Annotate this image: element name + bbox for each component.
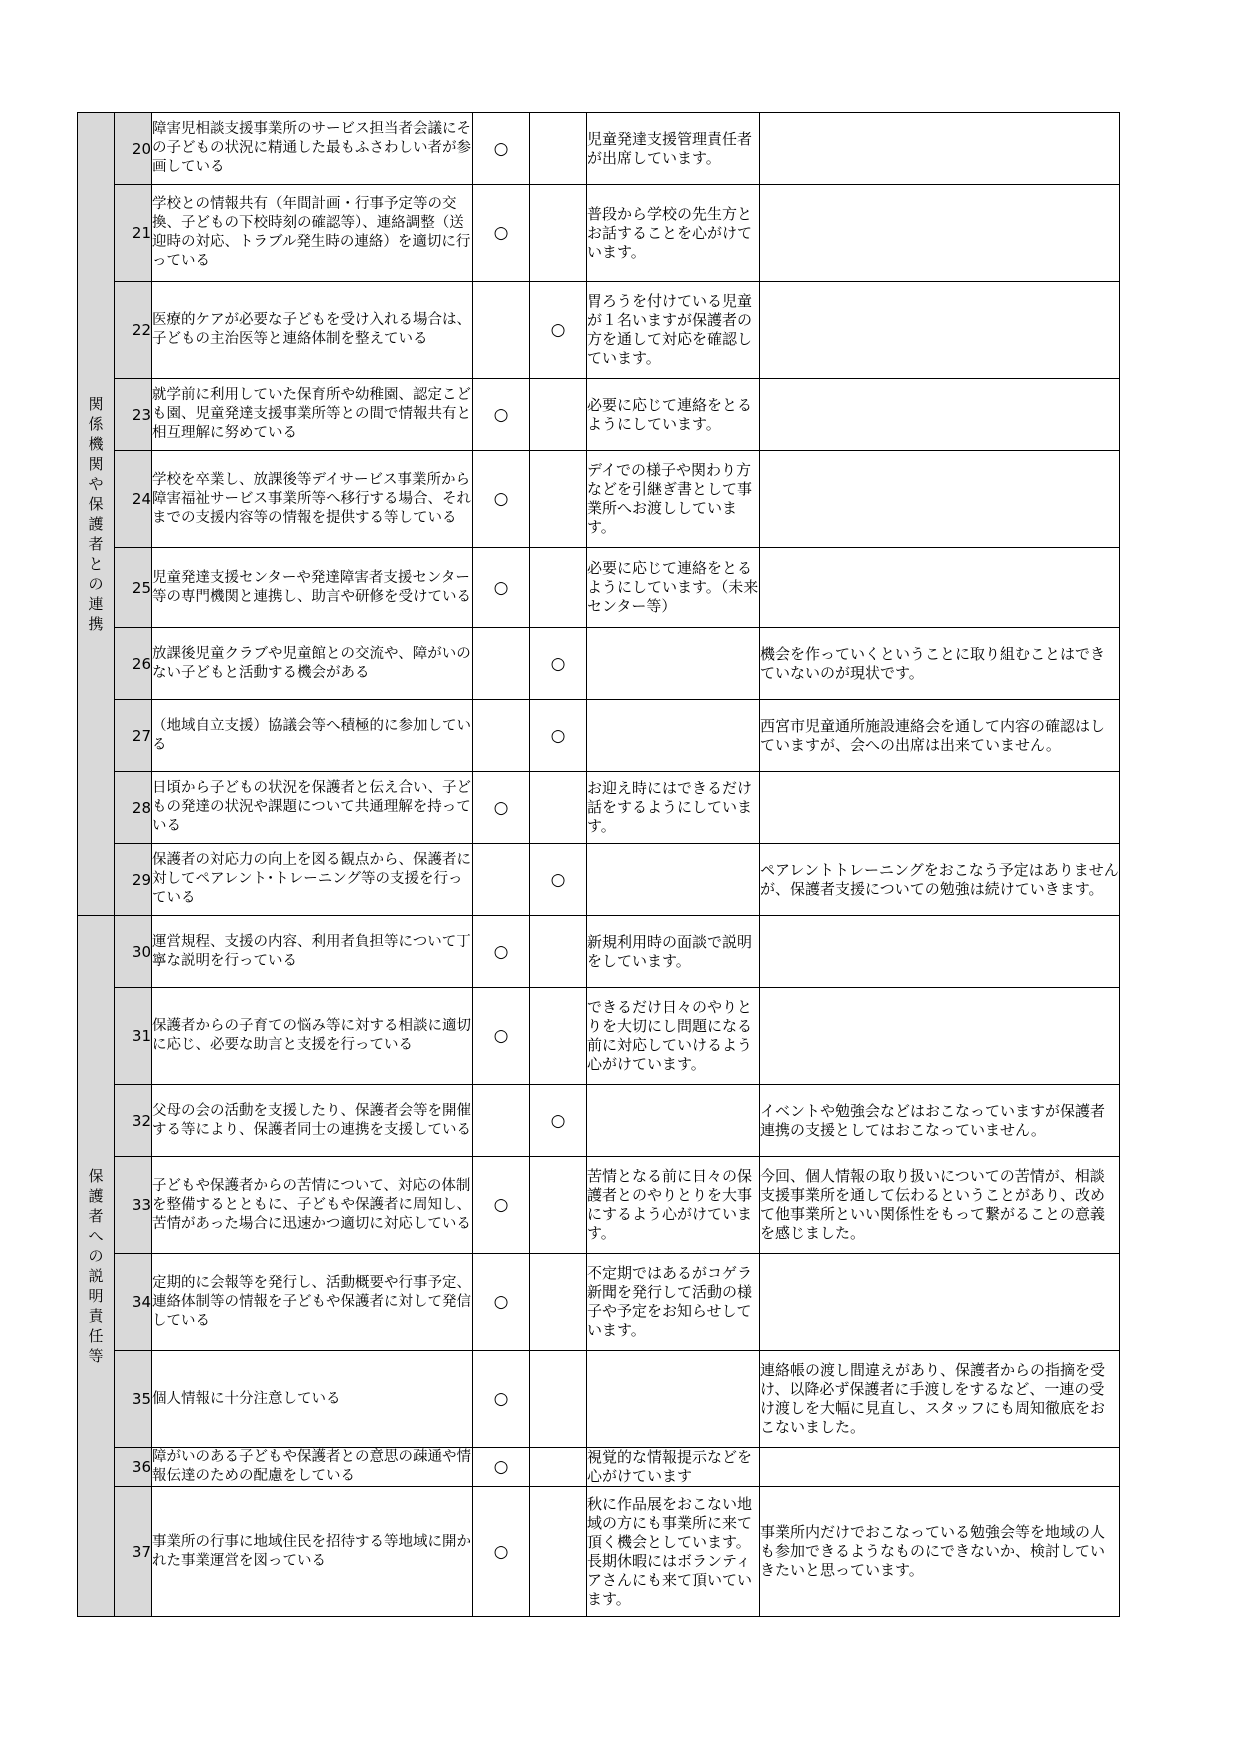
improvement-comment <box>760 772 1120 844</box>
yes-mark-text: ○ <box>493 1457 509 1477</box>
no-mark <box>530 1085 587 1157</box>
no-mark-text: ○ <box>550 869 566 890</box>
item-number <box>115 916 152 988</box>
improvement-comment <box>760 282 1120 379</box>
staff-note <box>587 916 760 988</box>
item-number-text: 34 <box>131 1293 151 1311</box>
no-mark <box>530 548 587 628</box>
item-text-text: 保護者の対応力の向上を図る観点から、保護者に対してペアレント･トレーニング等の支援を行っている <box>152 852 471 906</box>
item-text <box>152 451 473 548</box>
improvement-comment-text: 今回、個人情報の取り扱いについての苦情が、相談支援事業所を通して伝わるということがあり、改めて他事業所といい関係性をもって繋がることの意義を感じました。 <box>760 1167 1106 1242</box>
no-mark <box>530 185 587 282</box>
staff-note-text: 秋に作品展をおこない地域の方にも事業所に来て頂く機会としています。長期休暇にはボランティアさんにも来て頂いています。 <box>587 1494 753 1608</box>
item-number <box>115 185 152 282</box>
table-row <box>78 379 1120 451</box>
item-text-text: 運営規程、支援の内容、利用者負担等について丁寧な説明を行っている <box>152 933 471 969</box>
item-text-text: 医療的ケアが必要な子どもを受け入れる場合は、子どもの主治医等と連絡体制を整えている <box>152 312 471 347</box>
no-mark-text: ○ <box>550 725 566 746</box>
category-cell-liaison <box>78 113 115 916</box>
yes-mark-text: ○ <box>493 138 509 159</box>
item-number <box>115 113 152 185</box>
item-number <box>115 628 152 700</box>
staff-note <box>587 628 760 700</box>
improvement-comment-text: 事業所内だけでおこなっている勉強会等を地域の人も参加できるようなものにできないか、検討していきたいと思っています。 <box>760 1523 1106 1579</box>
item-text <box>152 379 473 451</box>
item-number <box>115 844 152 916</box>
staff-note <box>587 379 760 451</box>
yes-mark-text: ○ <box>493 1026 509 1046</box>
item-number <box>115 700 152 772</box>
staff-note-text: デイでの様子や関わり方などを引継ぎ書として事業所へお渡ししています。 <box>587 461 753 536</box>
table-row <box>78 548 1120 628</box>
staff-note <box>587 844 760 916</box>
no-mark <box>530 700 587 772</box>
item-number <box>115 379 152 451</box>
staff-note-text: 児童発達支援管理責任者が出席しています。 <box>587 129 753 167</box>
yes-mark <box>473 282 530 379</box>
staff-note-text: 普段から学校の先生方とお話することを心がけています。 <box>587 204 753 261</box>
yes-mark <box>473 988 530 1085</box>
item-text <box>152 628 473 700</box>
staff-note-text: 必要に応じて連絡をとるようにしています。（未来センター等） <box>587 559 759 615</box>
yes-mark-text: ○ <box>493 1195 509 1215</box>
yes-mark-text: ○ <box>493 1541 509 1562</box>
yes-mark <box>473 451 530 548</box>
category-cell-accountability <box>78 916 115 1617</box>
item-number-text: 36 <box>131 1458 151 1476</box>
item-text-text: 保護者からの子育ての悩み等に対する相談に適切に応じ、必要な助言と支援を行っている <box>152 1018 471 1053</box>
staff-note <box>587 772 760 844</box>
item-number-text: 27 <box>131 726 151 745</box>
item-text-text: 学校との情報共有（年間計画・行事予定等の交換、子どもの下校時刻の確認等）、連絡調整（送迎時の対応、トラブル発生時の連絡）を適切に行っている <box>152 196 471 269</box>
item-text-text: 障がいのある子どもや保護者との意思の疎通や情報伝達のための配慮をしている <box>152 1449 471 1484</box>
table-row <box>78 628 1120 700</box>
item-text-text: 定期的に会報等を発行し、活動概要や行事予定、連絡体制等の情報を子どもや保護者に対して発信している <box>152 1274 471 1329</box>
no-mark <box>530 628 587 700</box>
staff-note <box>587 1254 760 1351</box>
item-text <box>152 916 473 988</box>
yes-mark <box>473 1448 530 1487</box>
yes-mark <box>473 379 530 451</box>
item-text-text: 事業所の行事に地域住民を招待する等地域に開かれた事業運営を図っている <box>152 1533 471 1569</box>
table-row <box>78 772 1120 844</box>
no-mark <box>530 1448 587 1487</box>
no-mark <box>530 1487 587 1617</box>
yes-mark-text: ○ <box>493 941 509 962</box>
yes-mark-text: ○ <box>493 404 509 425</box>
table-row <box>78 1351 1120 1448</box>
improvement-comment <box>760 1351 1120 1448</box>
item-number <box>115 772 152 844</box>
item-text <box>152 1085 473 1157</box>
no-mark <box>530 451 587 548</box>
item-text <box>152 185 473 282</box>
item-number-text: 30 <box>131 942 151 961</box>
category-label: 保護者への説明責任等 <box>88 1167 104 1365</box>
staff-note-text: 新規利用時の面談で説明をしています。 <box>587 932 753 970</box>
yes-mark-text: ○ <box>493 577 509 598</box>
table-row <box>78 916 1120 988</box>
staff-note <box>587 113 760 185</box>
item-text <box>152 282 473 379</box>
item-number-text: 24 <box>131 490 151 508</box>
improvement-comment <box>760 113 1120 185</box>
yes-mark <box>473 772 530 844</box>
item-text <box>152 844 473 916</box>
item-text <box>152 1448 473 1487</box>
improvement-comment-text: 西宮市児童通所施設連絡会を通して内容の確認はしていますが、会への出席は出来ていません。 <box>760 716 1106 754</box>
item-number <box>115 1448 152 1487</box>
staff-note <box>587 1085 760 1157</box>
improvement-comment <box>760 185 1120 282</box>
no-mark-text: ○ <box>550 653 566 674</box>
improvement-comment-text: 連絡帳の渡し間違えがあり、保護者からの指摘を受け、以降必ず保護者に手渡しをするなど、一連の受け渡しを大幅に見直し、スタッフにも周知徹底をおこないました。 <box>760 1361 1106 1436</box>
item-number <box>115 1085 152 1157</box>
item-number-text: 28 <box>131 798 151 817</box>
improvement-comment <box>760 1157 1120 1254</box>
yes-mark <box>473 1487 530 1617</box>
table-row <box>78 700 1120 772</box>
table-row <box>78 1448 1120 1487</box>
table-row <box>78 1085 1120 1157</box>
item-number <box>115 1157 152 1254</box>
item-text-text: 個人情報に十分注意している <box>152 1390 341 1407</box>
item-number-text: 35 <box>131 1390 151 1408</box>
item-text <box>152 1254 473 1351</box>
no-mark <box>530 772 587 844</box>
item-number-text: 21 <box>131 224 151 242</box>
improvement-comment-text: ペアレントトレーニングをおこなう予定はありませんが、保護者支援についての勉強は続けていきます。 <box>760 860 1119 898</box>
item-number <box>115 988 152 1085</box>
item-text-text: 障害児相談支援事業所のサービス担当者会議にその子どもの状況に精通した最もふさわしい者が参画している <box>152 121 471 175</box>
table-row <box>78 451 1120 548</box>
no-mark-text: ○ <box>550 320 566 340</box>
no-mark <box>530 113 587 185</box>
item-text <box>152 1487 473 1617</box>
improvement-comment <box>760 700 1120 772</box>
improvement-comment <box>760 1487 1120 1617</box>
improvement-comment <box>760 844 1120 916</box>
table-row <box>78 282 1120 379</box>
no-mark <box>530 1351 587 1448</box>
item-number <box>115 548 152 628</box>
improvement-comment <box>760 1085 1120 1157</box>
item-text <box>152 548 473 628</box>
improvement-comment <box>760 451 1120 548</box>
no-mark <box>530 1254 587 1351</box>
item-text-text: 児童発達支援センターや発達障害者支援センター等の専門機関と連携し、助言や研修を受けている <box>152 569 471 605</box>
yes-mark <box>473 1254 530 1351</box>
item-number <box>115 282 152 379</box>
table-row <box>78 844 1120 916</box>
no-mark <box>530 282 587 379</box>
staff-note <box>587 988 760 1085</box>
staff-note <box>587 1351 760 1448</box>
improvement-comment-text: 機会を作っていくということに取り組むことはできていないのが現状です。 <box>760 644 1106 682</box>
improvement-comment <box>760 1254 1120 1351</box>
item-number-text: 29 <box>131 870 151 889</box>
yes-mark-text: ○ <box>493 1292 509 1312</box>
yes-mark <box>473 1351 530 1448</box>
item-number-text: 20 <box>131 139 151 158</box>
yes-mark <box>473 628 530 700</box>
staff-note <box>587 451 760 548</box>
yes-mark <box>473 1157 530 1254</box>
item-text <box>152 988 473 1085</box>
improvement-comment <box>760 628 1120 700</box>
staff-note-text: お迎え時にはできるだけ話をするようにしています。 <box>587 779 753 835</box>
staff-note-text: 苦情となる前に日々の保護者とのやりとりを大事にするよう心がけています。 <box>587 1167 753 1242</box>
staff-note-text: できるだけ日々のやりとりを大切にし問題になる前に対応していけるよう心がけています。 <box>587 998 753 1073</box>
staff-note <box>587 700 760 772</box>
item-number-text: 33 <box>131 1196 151 1214</box>
table-row <box>78 1157 1120 1254</box>
improvement-comment <box>760 988 1120 1085</box>
staff-note <box>587 1487 760 1617</box>
item-number-text: 31 <box>131 1027 151 1045</box>
item-number <box>115 1487 152 1617</box>
item-text-text: 父母の会の活動を支援したり、保護者会等を開催する等により、保護者同士の連携を支援している <box>152 1102 471 1138</box>
evaluation-table <box>77 112 1120 1617</box>
yes-mark-text: ○ <box>493 489 509 509</box>
yes-mark <box>473 700 530 772</box>
staff-note <box>587 1157 760 1254</box>
yes-mark <box>473 548 530 628</box>
item-text-text: 就学前に利用していた保育所や幼稚園、認定こども園、児童発達支援事業所等との間で情報共有と相互理解に努めている <box>152 387 471 441</box>
item-text <box>152 772 473 844</box>
improvement-comment <box>760 916 1120 988</box>
item-number-text: 23 <box>131 405 151 424</box>
item-number-text: 25 <box>131 578 151 597</box>
yes-mark <box>473 185 530 282</box>
improvement-comment <box>760 1448 1120 1487</box>
table-row <box>78 185 1120 282</box>
no-mark <box>530 1157 587 1254</box>
no-mark-text: ○ <box>550 1110 566 1131</box>
yes-mark <box>473 844 530 916</box>
table-row <box>78 988 1120 1085</box>
staff-note <box>587 185 760 282</box>
item-text <box>152 1351 473 1448</box>
yes-mark-text: ○ <box>493 797 509 818</box>
item-text <box>152 113 473 185</box>
item-number-text: 26 <box>131 654 151 673</box>
staff-note-text: 不定期ではあるがコゲラ新聞を発行して活動の様子や予定をお知らせしています。 <box>587 1264 753 1339</box>
item-text-text: 日頃から子どもの状況を保護者と伝え合い、子どもの発達の状況や課題について共通理解を持っている <box>152 780 471 834</box>
item-number <box>115 451 152 548</box>
item-text-text: 学校を卒業し、放課後等デイサービス事業所から障害福祉サービス事業所等へ移行する場合、それまでの支援内容等の情報を提供する等している <box>152 471 471 526</box>
item-text-text: 子どもや保護者からの苦情について、対応の体制を整備するとともに、子どもや保護者に周知し、苦情があった場合に迅速かつ適切に対応している <box>152 1177 471 1232</box>
staff-note <box>587 1448 760 1487</box>
improvement-comment <box>760 379 1120 451</box>
yes-mark <box>473 1085 530 1157</box>
item-number <box>115 1254 152 1351</box>
yes-mark-text: ○ <box>493 1389 509 1409</box>
staff-note <box>587 282 760 379</box>
yes-mark-text: ○ <box>493 223 509 243</box>
item-text <box>152 700 473 772</box>
table-row <box>78 113 1120 185</box>
improvement-comment-text: イベントや勉強会などはおこなっていますが保護者連携の支援としてはおこなっていません。 <box>760 1101 1106 1139</box>
staff-note <box>587 548 760 628</box>
item-number-text: 32 <box>131 1111 151 1130</box>
yes-mark <box>473 916 530 988</box>
yes-mark <box>473 113 530 185</box>
item-number <box>115 1351 152 1448</box>
item-number-text: 37 <box>131 1542 151 1561</box>
category-label: 関係機関や保護者との連携 <box>88 395 104 633</box>
staff-note-text: 必要に応じて連絡をとるようにしています。 <box>587 395 753 433</box>
item-text-text: 放課後児童クラブや児童館との交流や、障がいのない子どもと活動する機会がある <box>152 645 471 681</box>
no-mark <box>530 988 587 1085</box>
table-row <box>78 1254 1120 1351</box>
no-mark <box>530 379 587 451</box>
item-number-text: 22 <box>131 321 151 339</box>
no-mark <box>530 844 587 916</box>
item-text-text: （地域自立支援）協議会等へ積極的に参加している <box>152 717 471 753</box>
no-mark <box>530 916 587 988</box>
improvement-comment <box>760 548 1120 628</box>
staff-note-text: 胃ろうを付けている児童が１名いますが保護者の方を通して対応を確認しています。 <box>587 292 753 367</box>
staff-note-text: 視覚的な情報提示などを心がけています <box>587 1448 753 1485</box>
table-row <box>78 1487 1120 1617</box>
item-text <box>152 1157 473 1254</box>
